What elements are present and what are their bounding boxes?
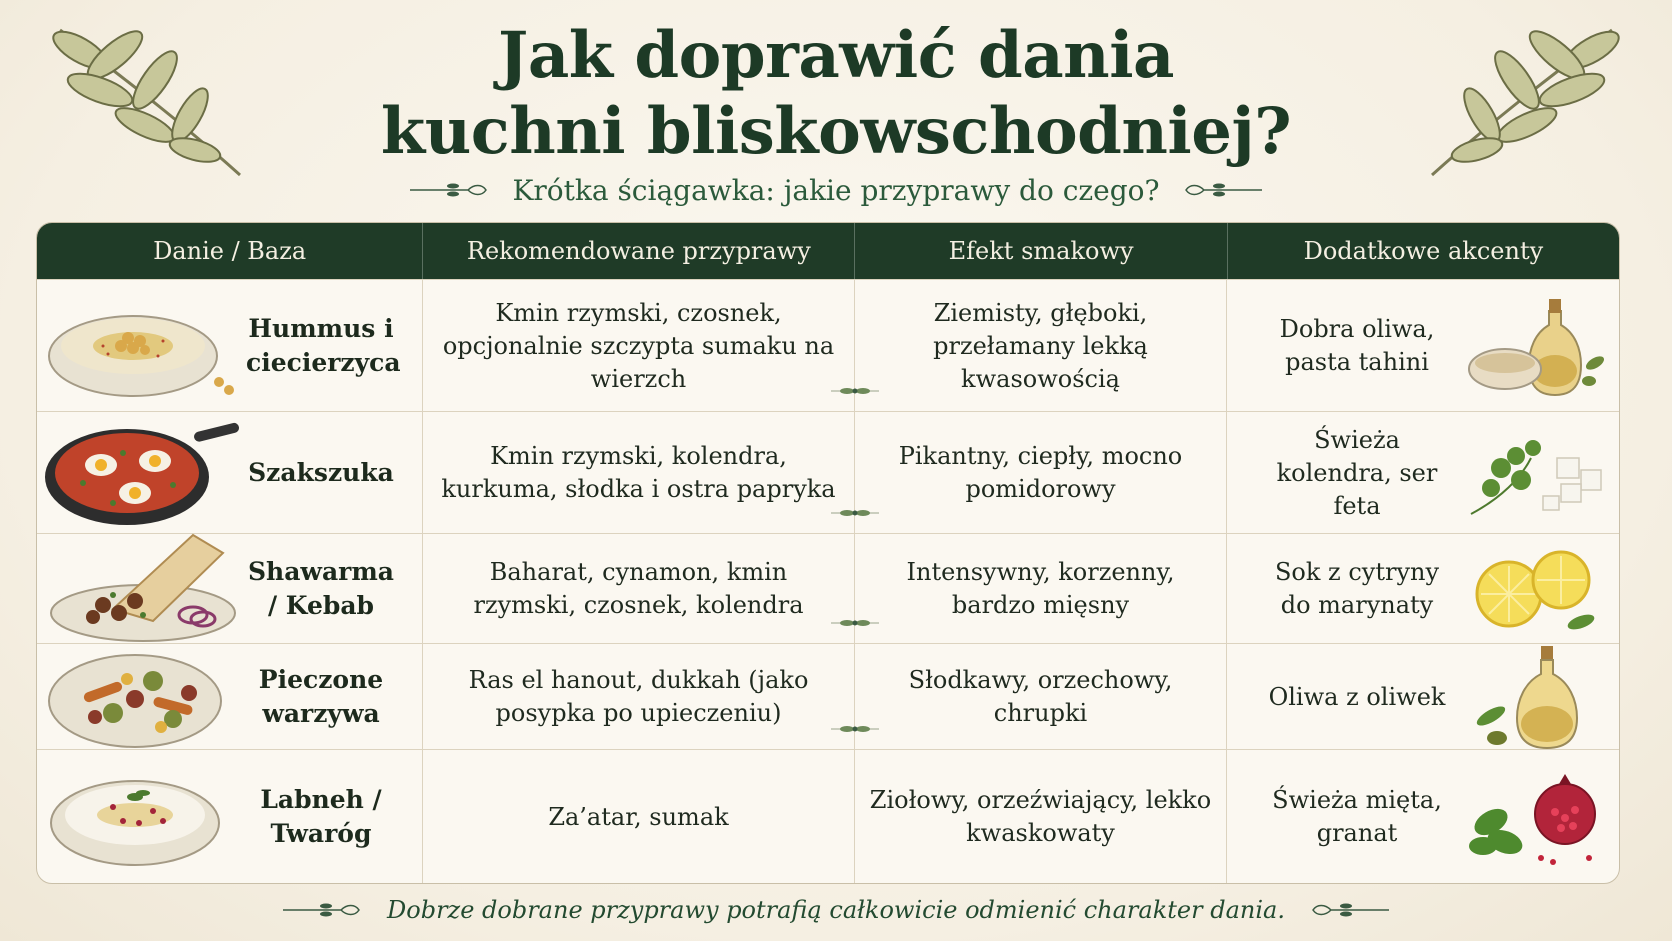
accent-text: Sok z cytryny do marynaty (1274, 558, 1440, 619)
table-row (37, 411, 1619, 534)
table-row (37, 279, 1619, 412)
mint-pomegranate-icon (1461, 762, 1611, 872)
accent-text: Świeża mięta, granat (1272, 786, 1442, 847)
table-row (37, 749, 1619, 884)
separator-ornament-icon (829, 615, 881, 631)
flourish-left-icon (408, 180, 488, 200)
footer-row (0, 892, 1672, 928)
spices-cell: Ras el hanout, dukkah (jako posypka po upieczeniu) (423, 644, 855, 750)
spices-cell: Kmin rzymski, czosnek, opcjonalnie szczypta sumaku na wierzch (423, 280, 855, 412)
footer-note: Dobrze dobrane przyprawy potrafią całkowicie odmienić charakter dania. (387, 896, 1285, 924)
accent-cell (1227, 644, 1619, 750)
table-header (37, 223, 1619, 279)
effect-cell: Intensywny, korzenny, bardzo mięsny (855, 534, 1227, 644)
flourish-right-icon (1184, 180, 1264, 200)
roasted-vegetables-icon (43, 637, 239, 757)
effect-cell: Słodkawy, orzechowy, chrupki (855, 644, 1227, 750)
accent-text: Oliwa z oliwek (1268, 682, 1446, 711)
subtitle: Krótka ściągawka: jakie przyprawy do czego? (512, 173, 1160, 207)
labneh-bowl-icon (43, 757, 239, 877)
dish-cell (37, 750, 423, 884)
cilantro-feta-icon (1461, 418, 1611, 528)
separator-ornament-icon (829, 721, 881, 737)
olive-oil-bottle-icon (1461, 642, 1611, 752)
spices-cell: Baharat, cynamon, kmin rzymski, czosnek, kolendra (423, 534, 855, 644)
spice-table (36, 222, 1620, 884)
dish-cell (37, 644, 423, 750)
shawarma-wrap-icon (43, 529, 239, 649)
header-spices: Rekomendowane przyprawy (423, 223, 855, 279)
lemon-icon (1461, 534, 1611, 644)
accent-cell (1227, 412, 1619, 534)
effect-cell: Pikantny, ciepły, mocno pomidorowy (855, 412, 1227, 534)
table-row (37, 533, 1619, 644)
dish-name: Labneh / Twaróg (260, 785, 382, 848)
header-dish: Danie / Baza (37, 223, 423, 279)
accent-cell (1227, 750, 1619, 884)
header-accents: Dodatkowe akcenty (1303, 237, 1544, 265)
flourish-left-icon (281, 900, 361, 920)
olive-oil-tahini-icon (1461, 291, 1611, 401)
page-title (0, 18, 1672, 170)
table-row (37, 643, 1619, 750)
hummus-bowl-icon (43, 286, 239, 406)
dish-cell (37, 534, 423, 644)
spices-cell: Za’atar, sumak (423, 750, 855, 884)
subtitle-row (0, 172, 1672, 208)
dish-name: Shawarma / Kebab (248, 557, 394, 620)
spices-cell: Kmin rzymski, kolendra, kurkuma, słodka i ostra papryka (423, 412, 855, 534)
separator-ornament-icon (829, 505, 881, 521)
dish-name: Hummus i ciecierzyca (246, 314, 401, 377)
flourish-right-icon (1311, 900, 1391, 920)
accent-cell (1227, 280, 1619, 412)
accent-text: Dobra oliwa, pasta tahini (1279, 315, 1435, 376)
accent-text: Świeża kolendra, ser feta (1276, 425, 1438, 520)
effect-cell: Ziemisty, głęboki, przełamany lekką kwasowością (855, 280, 1227, 412)
dish-cell (37, 412, 423, 534)
title-line-1: Jak doprawić dania (498, 18, 1174, 93)
dish-name: Szakszuka (248, 458, 394, 487)
header-effect: Efekt smakowy (855, 223, 1227, 279)
effect-cell: Ziołowy, orzeźwiający, lekko kwaskowaty (855, 750, 1227, 884)
dish-cell (37, 280, 423, 412)
dish-name: Pieczone warzywa (258, 665, 384, 728)
separator-ornament-icon (829, 383, 881, 399)
accent-cell (1227, 534, 1619, 644)
title-line-2: kuchni bliskowschodniej? (380, 94, 1292, 169)
shakshuka-pan-icon (43, 413, 239, 533)
